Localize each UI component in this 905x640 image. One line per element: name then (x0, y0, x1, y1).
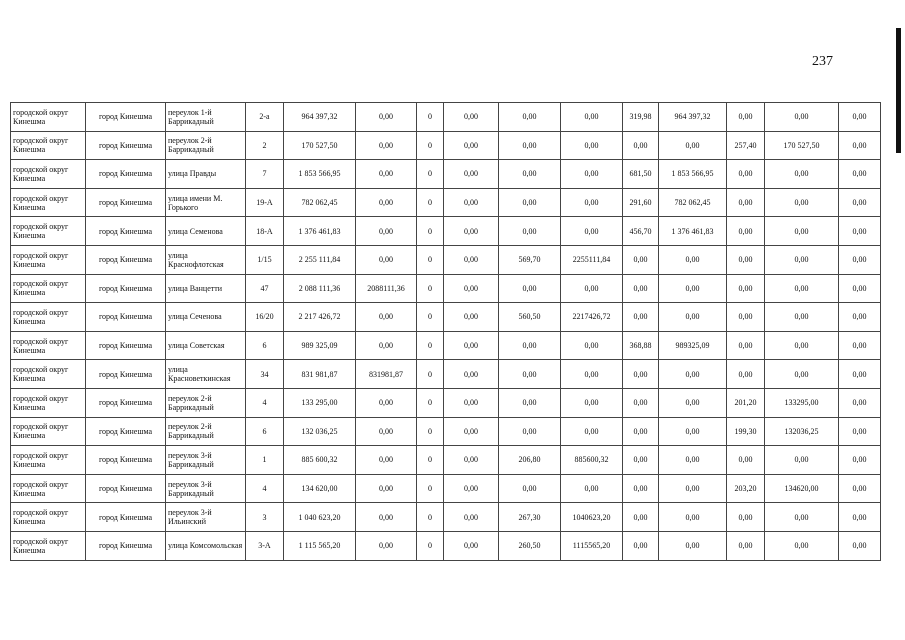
cell-cost-col-15: 0,00 (839, 160, 881, 189)
cell-house-number: 1/15 (246, 245, 284, 274)
cell-cost-col-10: 885600,32 (561, 446, 623, 475)
cell-house-number: 4 (246, 388, 284, 417)
cell-cost-col-6: 831981,87 (356, 360, 417, 389)
cell-municipality: городской округ Кинешма (11, 331, 86, 360)
cell-cost-col-12: 0,00 (659, 360, 727, 389)
cell-cost-col-6: 0,00 (356, 188, 417, 217)
cell-total-cost: 1 115 565,20 (284, 531, 356, 560)
cell-city: город Кинешма (86, 188, 166, 217)
cell-count-col-7: 0 (417, 331, 444, 360)
cell-cost-col-8: 0,00 (444, 245, 499, 274)
cell-area-col-11: 0,00 (623, 446, 659, 475)
cell-house-number: 7 (246, 160, 284, 189)
cell-area-col-13: 0,00 (727, 217, 765, 246)
cell-street: улица Комсомольская (166, 531, 246, 560)
cell-cost-col-8: 0,00 (444, 503, 499, 532)
cell-area-col-11: 0,00 (623, 303, 659, 332)
cell-area-col-13: 0,00 (727, 446, 765, 475)
cell-cost-col-8: 0,00 (444, 446, 499, 475)
page-number: 237 (812, 54, 833, 69)
table-row (11, 188, 881, 217)
cell-city: город Кинешма (86, 217, 166, 246)
cell-cost-col-10: 0,00 (561, 331, 623, 360)
cell-area-col-13: 0,00 (727, 103, 765, 132)
cell-city: город Кинешма (86, 103, 166, 132)
cell-city: город Кинешма (86, 417, 166, 446)
cell-city: город Кинешма (86, 503, 166, 532)
cell-total-cost: 885 600,32 (284, 446, 356, 475)
cell-cost-col-14: 0,00 (765, 274, 839, 303)
cell-cost-col-10: 0,00 (561, 131, 623, 160)
cell-cost-col-12: 1 853 566,95 (659, 160, 727, 189)
cell-house-number: 19-А (246, 188, 284, 217)
cell-total-cost: 782 062,45 (284, 188, 356, 217)
cell-cost-col-14: 0,00 (765, 103, 839, 132)
cell-cost-col-6: 0,00 (356, 103, 417, 132)
cell-area-col-11: 681,50 (623, 160, 659, 189)
cell-count-col-7: 0 (417, 388, 444, 417)
cell-house-number: 34 (246, 360, 284, 389)
cell-cost-col-12: 1 376 461,83 (659, 217, 727, 246)
cell-cost-col-14: 0,00 (765, 303, 839, 332)
cell-municipality: городской округ Кинешма (11, 103, 86, 132)
cell-cost-col-15: 0,00 (839, 446, 881, 475)
cell-cost-col-8: 0,00 (444, 274, 499, 303)
table-row (11, 503, 881, 532)
cell-municipality: городской округ Кинешма (11, 474, 86, 503)
cell-cost-col-14: 133295,00 (765, 388, 839, 417)
cell-cost-col-8: 0,00 (444, 217, 499, 246)
cell-cost-col-12: 0,00 (659, 531, 727, 560)
table-row (11, 160, 881, 189)
housing-repair-table (10, 102, 881, 561)
table-row (11, 474, 881, 503)
cell-total-cost: 133 295,00 (284, 388, 356, 417)
cell-cost-col-14: 0,00 (765, 160, 839, 189)
cell-area-col-13: 257,40 (727, 131, 765, 160)
table-row (11, 388, 881, 417)
cell-house-number: 2 (246, 131, 284, 160)
cell-cost-col-10: 0,00 (561, 103, 623, 132)
cell-cost-col-10: 0,00 (561, 388, 623, 417)
cell-house-number: 2-а (246, 103, 284, 132)
cell-street: улица имени М. Горького (166, 188, 246, 217)
cell-area-col-9: 560,50 (499, 303, 561, 332)
cell-house-number: 6 (246, 331, 284, 360)
cell-cost-col-12: 0,00 (659, 503, 727, 532)
cell-area-col-9: 0,00 (499, 160, 561, 189)
cell-cost-col-8: 0,00 (444, 131, 499, 160)
cell-area-col-11: 368,88 (623, 331, 659, 360)
cell-cost-col-14: 0,00 (765, 217, 839, 246)
cell-cost-col-15: 0,00 (839, 188, 881, 217)
cell-cost-col-10: 0,00 (561, 417, 623, 446)
cell-cost-col-14: 0,00 (765, 188, 839, 217)
cell-total-cost: 989 325,09 (284, 331, 356, 360)
cell-cost-col-10: 1040623,20 (561, 503, 623, 532)
cell-street: переулок 3-й Баррикадный (166, 474, 246, 503)
cell-street: переулок 2-й Баррикадный (166, 131, 246, 160)
cell-area-col-13: 0,00 (727, 531, 765, 560)
scan-edge (896, 28, 901, 153)
cell-cost-col-12: 0,00 (659, 303, 727, 332)
cell-area-col-11: 0,00 (623, 274, 659, 303)
cell-cost-col-6: 0,00 (356, 303, 417, 332)
cell-street: переулок 2-й Баррикадный (166, 417, 246, 446)
cell-cost-col-15: 0,00 (839, 503, 881, 532)
table-row (11, 245, 881, 274)
cell-area-col-11: 0,00 (623, 245, 659, 274)
cell-cost-col-15: 0,00 (839, 217, 881, 246)
cell-house-number: 1 (246, 446, 284, 475)
cell-cost-col-12: 964 397,32 (659, 103, 727, 132)
cell-cost-col-8: 0,00 (444, 360, 499, 389)
cell-area-col-13: 201,20 (727, 388, 765, 417)
cell-cost-col-8: 0,00 (444, 188, 499, 217)
cell-area-col-11: 319,98 (623, 103, 659, 132)
cell-cost-col-6: 0,00 (356, 388, 417, 417)
cell-total-cost: 134 620,00 (284, 474, 356, 503)
cell-area-col-11: 0,00 (623, 417, 659, 446)
cell-street: переулок 1-й Баррикадный (166, 103, 246, 132)
table-row (11, 531, 881, 560)
cell-count-col-7: 0 (417, 245, 444, 274)
cell-count-col-7: 0 (417, 474, 444, 503)
cell-area-col-9: 0,00 (499, 217, 561, 246)
cell-total-cost: 2 088 111,36 (284, 274, 356, 303)
cell-municipality: городской округ Кинешма (11, 160, 86, 189)
cell-street: переулок 3-й Баррикадный (166, 446, 246, 475)
cell-area-col-13: 0,00 (727, 245, 765, 274)
cell-cost-col-15: 0,00 (839, 531, 881, 560)
cell-area-col-9: 0,00 (499, 103, 561, 132)
cell-cost-col-8: 0,00 (444, 303, 499, 332)
cell-area-col-13: 0,00 (727, 360, 765, 389)
cell-cost-col-10: 0,00 (561, 188, 623, 217)
cell-cost-col-8: 0,00 (444, 388, 499, 417)
cell-area-col-9: 0,00 (499, 360, 561, 389)
cell-city: город Кинешма (86, 160, 166, 189)
cell-city: город Кинешма (86, 360, 166, 389)
cell-count-col-7: 0 (417, 360, 444, 389)
table-row (11, 274, 881, 303)
cell-cost-col-12: 0,00 (659, 131, 727, 160)
table-row (11, 360, 881, 389)
cell-municipality: городской округ Кинешма (11, 303, 86, 332)
cell-street: улица Краснофлотская (166, 245, 246, 274)
cell-cost-col-12: 0,00 (659, 245, 727, 274)
cell-area-col-11: 0,00 (623, 388, 659, 417)
cell-city: город Кинешма (86, 388, 166, 417)
cell-cost-col-12: 0,00 (659, 274, 727, 303)
cell-total-cost: 1 040 623,20 (284, 503, 356, 532)
cell-cost-col-12: 0,00 (659, 417, 727, 446)
cell-cost-col-8: 0,00 (444, 531, 499, 560)
cell-cost-col-6: 0,00 (356, 446, 417, 475)
cell-total-cost: 1 376 461,83 (284, 217, 356, 246)
table-row (11, 331, 881, 360)
cell-area-col-13: 0,00 (727, 160, 765, 189)
cell-cost-col-10: 0,00 (561, 474, 623, 503)
cell-cost-col-6: 0,00 (356, 245, 417, 274)
cell-municipality: городской округ Кинешма (11, 131, 86, 160)
cell-cost-col-10: 0,00 (561, 274, 623, 303)
cell-house-number: 18-А (246, 217, 284, 246)
cell-cost-col-8: 0,00 (444, 103, 499, 132)
cell-area-col-13: 0,00 (727, 503, 765, 532)
cell-area-col-9: 0,00 (499, 274, 561, 303)
cell-cost-col-14: 170 527,50 (765, 131, 839, 160)
cell-house-number: 6 (246, 417, 284, 446)
cell-area-col-9: 0,00 (499, 417, 561, 446)
cell-area-col-9: 206,80 (499, 446, 561, 475)
cell-cost-col-6: 0,00 (356, 503, 417, 532)
cell-count-col-7: 0 (417, 131, 444, 160)
cell-city: город Кинешма (86, 131, 166, 160)
table-row (11, 446, 881, 475)
table-row (11, 103, 881, 132)
cell-street: улица Правды (166, 160, 246, 189)
cell-count-col-7: 0 (417, 188, 444, 217)
cell-count-col-7: 0 (417, 103, 444, 132)
cell-cost-col-15: 0,00 (839, 360, 881, 389)
cell-cost-col-14: 0,00 (765, 245, 839, 274)
cell-area-col-13: 0,00 (727, 331, 765, 360)
cell-cost-col-15: 0,00 (839, 245, 881, 274)
cell-cost-col-14: 0,00 (765, 331, 839, 360)
cell-count-col-7: 0 (417, 274, 444, 303)
table-row (11, 303, 881, 332)
cell-area-col-9: 267,30 (499, 503, 561, 532)
cell-house-number: 4 (246, 474, 284, 503)
cell-area-col-13: 0,00 (727, 188, 765, 217)
cell-cost-col-14: 0,00 (765, 446, 839, 475)
cell-area-col-9: 0,00 (499, 188, 561, 217)
cell-cost-col-12: 989325,09 (659, 331, 727, 360)
cell-cost-col-15: 0,00 (839, 303, 881, 332)
cell-area-col-9: 0,00 (499, 474, 561, 503)
cell-area-col-9: 569,70 (499, 245, 561, 274)
cell-cost-col-10: 0,00 (561, 160, 623, 189)
cell-total-cost: 2 217 426,72 (284, 303, 356, 332)
cell-count-col-7: 0 (417, 503, 444, 532)
cell-area-col-13: 0,00 (727, 303, 765, 332)
cell-municipality: городской округ Кинешма (11, 531, 86, 560)
cell-cost-col-10: 2217426,72 (561, 303, 623, 332)
cell-city: город Кинешма (86, 245, 166, 274)
cell-cost-col-6: 0,00 (356, 474, 417, 503)
cell-cost-col-8: 0,00 (444, 160, 499, 189)
cell-city: город Кинешма (86, 531, 166, 560)
cell-house-number: 16/20 (246, 303, 284, 332)
cell-cost-col-6: 0,00 (356, 217, 417, 246)
cell-area-col-9: 0,00 (499, 331, 561, 360)
cell-municipality: городской округ Кинешма (11, 417, 86, 446)
cell-street: улица Ванцетти (166, 274, 246, 303)
cell-cost-col-6: 0,00 (356, 331, 417, 360)
cell-total-cost: 132 036,25 (284, 417, 356, 446)
cell-municipality: городской округ Кинешма (11, 188, 86, 217)
cell-cost-col-15: 0,00 (839, 474, 881, 503)
table-row (11, 417, 881, 446)
cell-house-number: 3 (246, 503, 284, 532)
cell-area-col-9: 0,00 (499, 131, 561, 160)
cell-area-col-11: 0,00 (623, 531, 659, 560)
cell-area-col-11: 0,00 (623, 360, 659, 389)
cell-area-col-13: 0,00 (727, 274, 765, 303)
cell-municipality: городской округ Кинешма (11, 217, 86, 246)
cell-street: переулок 2-й Баррикадный (166, 388, 246, 417)
cell-street: переулок 3-й Ильинский (166, 503, 246, 532)
cell-cost-col-14: 0,00 (765, 531, 839, 560)
cell-city: город Кинешма (86, 331, 166, 360)
cell-area-col-11: 291,60 (623, 188, 659, 217)
cell-cost-col-15: 0,00 (839, 331, 881, 360)
cell-municipality: городской округ Кинешма (11, 503, 86, 532)
cell-area-col-11: 0,00 (623, 503, 659, 532)
cell-cost-col-15: 0,00 (839, 274, 881, 303)
cell-cost-col-10: 0,00 (561, 217, 623, 246)
cell-cost-col-6: 0,00 (356, 531, 417, 560)
cell-cost-col-10: 1115565,20 (561, 531, 623, 560)
cell-street: улица Семенова (166, 217, 246, 246)
cell-count-col-7: 0 (417, 160, 444, 189)
cell-municipality: городской округ Кинешма (11, 446, 86, 475)
cell-city: город Кинешма (86, 474, 166, 503)
cell-total-cost: 1 853 566,95 (284, 160, 356, 189)
cell-house-number: 47 (246, 274, 284, 303)
cell-area-col-9: 0,00 (499, 388, 561, 417)
cell-area-col-13: 203,20 (727, 474, 765, 503)
cell-cost-col-8: 0,00 (444, 417, 499, 446)
cell-total-cost: 831 981,87 (284, 360, 356, 389)
cell-municipality: городской округ Кинешма (11, 388, 86, 417)
cell-area-col-9: 260,50 (499, 531, 561, 560)
cell-count-col-7: 0 (417, 531, 444, 560)
cell-area-col-11: 456,70 (623, 217, 659, 246)
cell-cost-col-15: 0,00 (839, 103, 881, 132)
cell-count-col-7: 0 (417, 446, 444, 475)
cell-cost-col-6: 0,00 (356, 131, 417, 160)
cell-total-cost: 170 527,50 (284, 131, 356, 160)
cell-cost-col-6: 0,00 (356, 417, 417, 446)
cell-cost-col-12: 0,00 (659, 446, 727, 475)
cell-city: город Кинешма (86, 274, 166, 303)
cell-cost-col-6: 2088111,36 (356, 274, 417, 303)
cell-cost-col-10: 2255111,84 (561, 245, 623, 274)
cell-cost-col-14: 134620,00 (765, 474, 839, 503)
cell-municipality: городской округ Кинешма (11, 360, 86, 389)
cell-city: город Кинешма (86, 303, 166, 332)
cell-area-col-13: 199,30 (727, 417, 765, 446)
cell-cost-col-15: 0,00 (839, 417, 881, 446)
cell-street: улица Сеченова (166, 303, 246, 332)
cell-count-col-7: 0 (417, 303, 444, 332)
cell-cost-col-15: 0,00 (839, 388, 881, 417)
cell-cost-col-15: 0,00 (839, 131, 881, 160)
cell-cost-col-12: 0,00 (659, 474, 727, 503)
cell-total-cost: 964 397,32 (284, 103, 356, 132)
cell-cost-col-14: 0,00 (765, 503, 839, 532)
cell-cost-col-14: 0,00 (765, 360, 839, 389)
cell-cost-col-6: 0,00 (356, 160, 417, 189)
cell-cost-col-14: 132036,25 (765, 417, 839, 446)
cell-count-col-7: 0 (417, 417, 444, 446)
cell-cost-col-10: 0,00 (561, 360, 623, 389)
cell-cost-col-8: 0,00 (444, 331, 499, 360)
cell-street: улица Красноветкинская (166, 360, 246, 389)
table-row (11, 217, 881, 246)
cell-cost-col-12: 782 062,45 (659, 188, 727, 217)
cell-municipality: городской округ Кинешма (11, 274, 86, 303)
cell-total-cost: 2 255 111,84 (284, 245, 356, 274)
cell-cost-col-8: 0,00 (444, 474, 499, 503)
cell-area-col-11: 0,00 (623, 131, 659, 160)
cell-cost-col-12: 0,00 (659, 388, 727, 417)
cell-count-col-7: 0 (417, 217, 444, 246)
cell-municipality: городской округ Кинешма (11, 245, 86, 274)
cell-city: город Кинешма (86, 446, 166, 475)
table-row (11, 131, 881, 160)
cell-house-number: 3-А (246, 531, 284, 560)
cell-area-col-11: 0,00 (623, 474, 659, 503)
cell-street: улица Советская (166, 331, 246, 360)
